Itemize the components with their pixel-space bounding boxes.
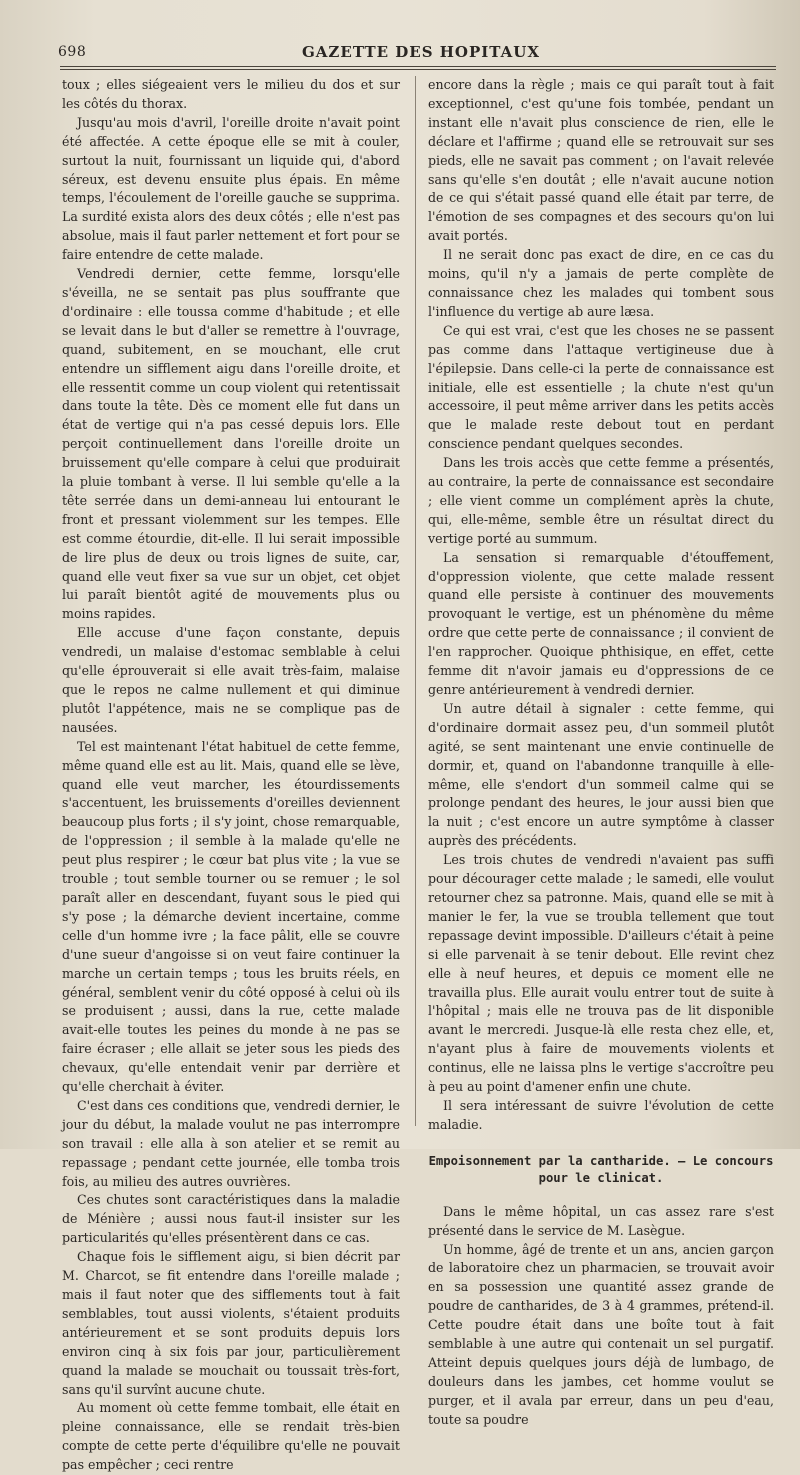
paragraph: Chaque fois le sifflement aigu, si bien décrit par M. Charcot, se fit entendre dans l'oreille malade ; mais il faut noter que des sifflements tout à fait semblables, tout aussi violents, s'étaient produits antérieurement et se sont produits depuis lors environ cinq à six fois par jour, particulièrement quand la malade se mouchait ou toussait très-fort, sans qu'il survînt aucune chute. [62,1249,400,1397]
paragraph: Au moment où cette femme tombait, elle était en pleine connaissance, elle se rendait très-bien compte de cette perte d'équilibre qu'elle ne pouvait pas empêcher ; ceci rentre [62,1400,400,1473]
header-rule [60,66,776,70]
paragraph: Un homme, âgé de trente et un ans, ancien garçon de laboratoire chez un pharmacien, se trouvait avoir en sa possession une quantité assez grande de poudre de cantharides, de 3 à 4 grammes, prétend-il. Cette poudre était dans une boîte tout à fait semblable à une autre qui contenait un sel purgatif. Atteint depuis quelques jours déjà de lumbago, de douleurs dans les jambes, cet homme voulut se purger, et il avala par erreur, dans un peu d'eau, toute sa poudre [428,1241,774,1427]
paragraph: toux ; elles siégeaient vers le milieu du dos et sur les côtés du thorax. [62,77,400,111]
right-column [428,76,774,1430]
paragraph: Il sera intéressant de suivre l'évolution de cette maladie. [428,1097,774,1132]
paragraph: Tel est maintenant l'état habituel de cette femme, même quand elle est au lit. Mais, quand elle se lève, quand elle veut marcher, les étourdissements s'accentuent, les bruissements d'oreilles deviennent beaucoup plus forts ; il s'y joint, chose remarquable, de l'oppression ; il semble à la malade qu'elle ne peut plus respirer ; le cœur bat plus vite ; la vue se trouble ; tout semble tourner ou se remuer ; le sol paraît aller en descendant, fuyant sous le pied qui s'y pose ; la démarche devient incertaine, comme celle d'un homme ivre ; la face pâlit, elle se couvre d'une sueur d'angoisse si on veut faire continuer la marche un certain temps ; tous les bruits réels, en général, semblent venir du côté opposé à celui où ils se produisent ; aussi, dans la rue, cette malade avait-elle toutes les peines du monde à ne pas se faire écraser ; elle allait se jeter sous les pieds des chevaux, qu'elle entendait venir par derrière et qu'elle cherchait à éviter. [62,738,400,1095]
left-column [62,76,400,1475]
paragraph: Ces chutes sont caractéristiques dans la maladie de Ménière ; aussi nous faut-il insister sur les particularités qu'elles présentèrent dans ce cas. [62,1192,400,1246]
paragraph: La sensation si remarquable d'étouffement, d'oppression violente, que cette malade ressent quand elle persiste à continuer des mouvements provoquant le vertige, est un phénomène du même ordre que cette perte de connaissance ; il convient de l'en rapprocher. Quoique phthisique, en effet, cette femme dit n'avoir jamais eu d'oppressions de ce genre antérieurement à vendredi dernier. [428,549,774,697]
paragraph: Les trois chutes de vendredi n'avaient pas suffi pour décourager cette malade ; le samedi, elle voulut retourner chez sa patronne. Mais, quand elle se mit à manier le fer, la vue se troubla tellement que tout repassage devint impossible. D'ailleurs c'était à peine si elle parvenait à se tenir debout. Elle revint chez elle à neuf heures, et depuis ce moment elle ne travailla plus. Elle aurait voulu entrer tout de suite à l'hôpital ; mais elle ne trouva pas de lit disponible avant le mercredi. Jusque-là elle resta chez elle, et, n'ayant plus à faire de mouvements violents et continus, elle ne laissa plns le vertige s'accroître peu à peu au point d'amener enfin une chute. [428,852,774,1095]
paragraph: Jusqu'au mois d'avril, l'oreille droite n'avait point été affectée. A cette époque elle se mit à couler, surtout la nuit, fournissant un liquide qui, d'abord séreux, est devenu ensuite plus épais. En même temps, l'écoulement de l'oreille gauche se supprima. La surdité exista alors des deux côtés ; elle n'est pas absolue, mais il faut parler nettement et fort pour se faire entendre de cette malade. [62,114,400,263]
paragraph: Dans le même hôpital, un cas assez rare s'est présenté dans le service de M. Lasègue. [428,1203,774,1238]
paragraph: Elle accuse d'une façon constante, depuis vendredi, un malaise d'estomac semblable à celui qu'elle éprouverait si elle avait très-faim, malaise que le repos ne calme nullement et qui diminue plutôt l'appétence, mais ne se complique pas de nausées. [62,625,400,735]
journal-title: GAZETTE DES HOPITAUX [301,43,540,61]
page-header [58,40,784,64]
paragraph: Dans les trois accès que cette femme a présentés, au contraire, la perte de connaissance est secondaire ; elle vient comme un complément après la chute, qui, elle-même, semble être un résultat direct du vertige porté au summum. [428,455,774,546]
paragraph: Vendredi dernier, cette femme, lorsqu'elle s'éveilla, ne se sentait pas plus souffrante que d'ordinaire : elle toussa comme d'habitude ; et elle se levait dans le but d'aller se remettre à l'ouvrage, quand, subitement, en se mouchant, elle crut entendre un sifflement aigu dans l'oreille droite, et elle ressentit comme un coup violent qui retentissait dans toute la tête. Dès ce moment elle fut dans un état de vertige qui n'a pas cessé depuis lors. Elle perçoit continuellement dans l'oreille droite un bruissement qu'elle compare à celui que produirait la pluie tombant à verse. Il lui semble qu'elle a la tête serrée dans un demi-anneau lui entourant le front et pressant violemment sur les tempes. Elle est comme étourdie, dit-elle. Il lui serait impossible de lire plus de deux ou trois lignes de suite, car, quand elle veut fixer sa vue sur un objet, cet objet lui paraît bientôt agité de mouvements plus ou moins rapides. [62,266,400,622]
page-number: 698 [58,44,87,60]
column-divider [415,76,416,1126]
paragraph: Un autre détail à signaler : cette femme, qui d'ordinaire dormait assez peu, d'un sommeil plutôt agité, se sent maintenant une envie continuelle de dormir, et, quand on l'abandonne tranquille à elle-même, elle s'endort d'un sommeil calme qui se prolonge pendant des heures, le jour aussi bien que la nuit ; c'est encore un autre symptôme à classer auprès des précédents. [428,700,774,849]
paragraph: Ce qui est vrai, c'est que les choses ne se passent pas comme dans l'attaque vertigineuse due à l'épilepsie. Dans celle-ci la perte de connaissance est initiale, elle est essentielle ; la chute n'est qu'un accessoire, il peut même arriver dans les petits accès que le malade reste debout tout en perdant conscience pendant quelques secondes. [428,322,774,452]
section-heading: Empoisonnement par la cantharide. — Le concours pour le clinicat. [428,1153,774,1185]
paragraph: C'est dans ces conditions que, vendredi dernier, le jour du début, la malade voulut ne pas interrompre son travail : elle alla à son atelier et se remit au repassage ; pendant cette journée, elle tomba trois fois, au milieu des autres ouvrières. [62,1097,400,1189]
paragraph: encore dans la règle ; mais ce qui paraît tout à fait exceptionnel, c'est qu'une fois tombée, pendant un instant elle n'avait plus conscience de rien, elle le déclare et l'affirme ; quand elle se retrouvait sur ses pieds, elle ne savait pas comment ; on l'avait relevée sans qu'elle s'en doutât ; elle n'avait aucune notion de ce qui s'était passé quand elle était par terre, de l'émotion de ses compagnes et des secours qu'on lui avait portés. [428,77,774,244]
paragraph: Il ne serait donc pas exact de dire, en ce cas du moins, qu'il n'y a jamais de perte complète de connaissance chez les malades qui tombent sous l'influence du vertige ab aure læsa. [428,247,774,319]
